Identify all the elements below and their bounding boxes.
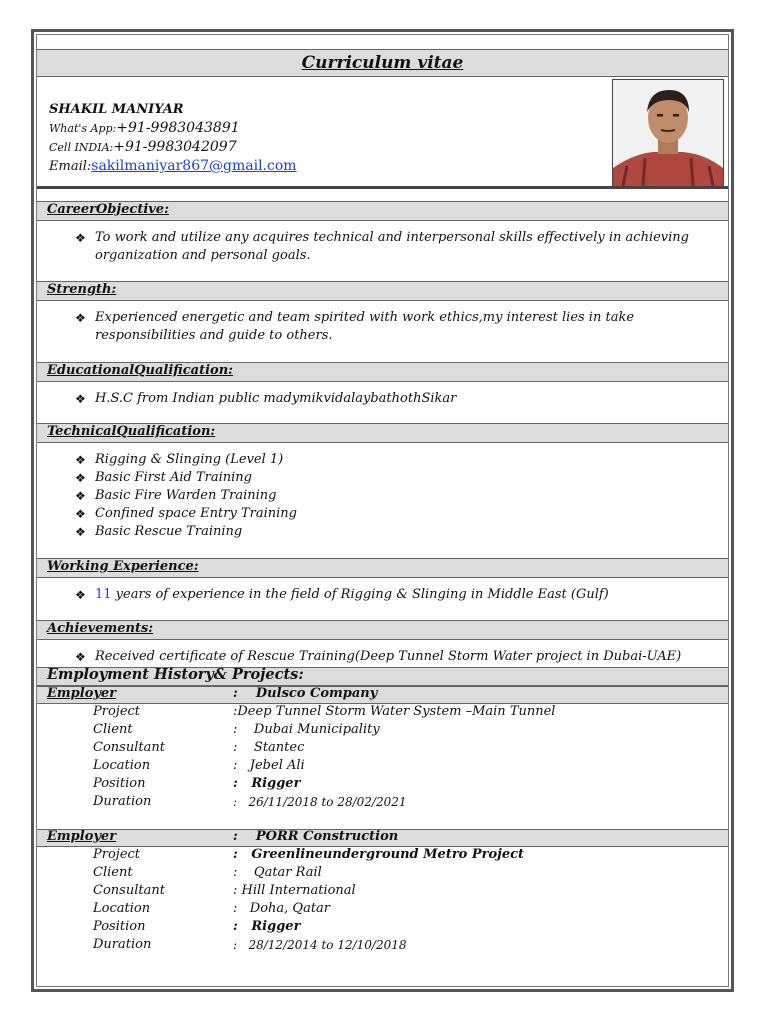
diamond-bullet-icon: ❖: [75, 311, 86, 325]
experience-heading: Working Experience:: [47, 559, 199, 574]
diamond-bullet-icon: ❖: [75, 507, 86, 521]
diamond-bullet-icon: ❖: [75, 471, 86, 485]
diamond-bullet-icon: ❖: [75, 588, 86, 602]
email-link[interactable]: sakilmaniyar867@gmail.com: [91, 158, 297, 174]
diamond-bullet-icon: ❖: [75, 453, 86, 467]
cv-frame: Curriculum vitae SHAKIL MANIYAR What's App:+91-9983043891 Cell INDIA:+91-9983042097 Email:sakilmaniyar867@gmail.com CareerObjective: ❖ To work and utilize any acquires technical and interpersonal skills effectively in achieving organization and personal goals. Strength: ❖ Experienced energetic and team spirited with work ethics,my interest lies in take responsibilities and guide to others. EducationalQualification: ❖ H.S.C from Indian public madymikvidalaybathothSikar TechnicalQualification: ❖ Rigging & Slinging (Level 1) ❖ Basic First Aid Training ❖ Basic Fire Warden Training ❖ Confined space Entry Training ❖ Basic Rescue Training Working Experience: ❖ 11 years of experience in the field of Rigging & Slinging in Middle East (Gulf) Achievements: ❖ Received certificate of Rescue Training(Deep Tunnel Storm Water project in Dubai-UAE) Employment History& Projects: Employer : Dulsco Company Project :Deep Tunnel Storm Water System –Main Tunnel Client : Dubai Municipality Consultant : Stantec Location : Jebel Ali Position : Rigger Duration : 26/11/2018 to 28/02/2021 Employer : PORR Construction Project : Greenlineunderground Metro Project Client : Qatar Rail Consultant : Hill International Location : Doha, Qatar Position : Rigger Duration : 28/12/2014 to 12/10/2018: [36, 34, 729, 987]
technical-heading: TechnicalQualification:: [47, 424, 216, 439]
profile-photo-icon: [613, 80, 723, 186]
list-item: ❖ Basic Rescue Training: [75, 524, 243, 539]
employment-heading: Employment History& Projects:: [47, 666, 304, 683]
email-line: Email:sakilmaniyar867@gmail.com: [49, 158, 297, 174]
cell-line: Cell INDIA:+91-9983042097: [49, 139, 237, 155]
diamond-bullet-icon: ❖: [75, 525, 86, 539]
list-item: ❖ Basic Fire Warden Training: [75, 488, 277, 503]
employer-bar-1: [37, 686, 728, 704]
contact-block: [49, 101, 297, 176]
list-item: ❖ 11 years of experience in the field of Rigging & Slinging in Middle East (Gulf): [75, 587, 609, 602]
list-item: ❖ Experienced energetic and team spirited with work ethics,my interest lies in take responsibilities and guide to others.: [75, 310, 635, 343]
cv-page: [31, 29, 734, 992]
header-separator: [37, 186, 728, 189]
achievements-heading: Achievements:: [47, 621, 154, 636]
education-heading: EducationalQualification:: [47, 363, 233, 378]
list-item: ❖ Rigging & Slinging (Level 1): [75, 452, 284, 467]
list-item: ❖ Confined space Entry Training: [75, 506, 297, 521]
diamond-bullet-icon: ❖: [75, 231, 86, 245]
whatsapp-line: What's App:+91-9983043891: [49, 120, 240, 136]
profile-photo: [612, 79, 724, 187]
list-item: ❖ H.S.C from Indian public madymikvidalaybathothSikar: [75, 391, 457, 406]
list-item: ❖ Basic First Aid Training: [75, 470, 252, 485]
candidate-name: SHAKIL MANIYAR: [49, 102, 184, 117]
strength-heading: Strength:: [47, 282, 117, 297]
list-item: ❖ Received certificate of Rescue Training(Deep Tunnel Storm Water project in Dubai-UAE): [75, 649, 682, 664]
diamond-bullet-icon: ❖: [75, 489, 86, 503]
strength-bar: [37, 281, 728, 301]
list-item: ❖ To work and utilize any acquires technical and interpersonal skills effectively in achieving organization and personal goals.: [75, 230, 689, 263]
diamond-bullet-icon: ❖: [75, 392, 86, 406]
career-heading: CareerObjective:: [47, 202, 169, 217]
experience-years: 11: [95, 587, 112, 602]
document-title: Curriculum vitae: [37, 49, 728, 77]
diamond-bullet-icon: ❖: [75, 650, 86, 664]
